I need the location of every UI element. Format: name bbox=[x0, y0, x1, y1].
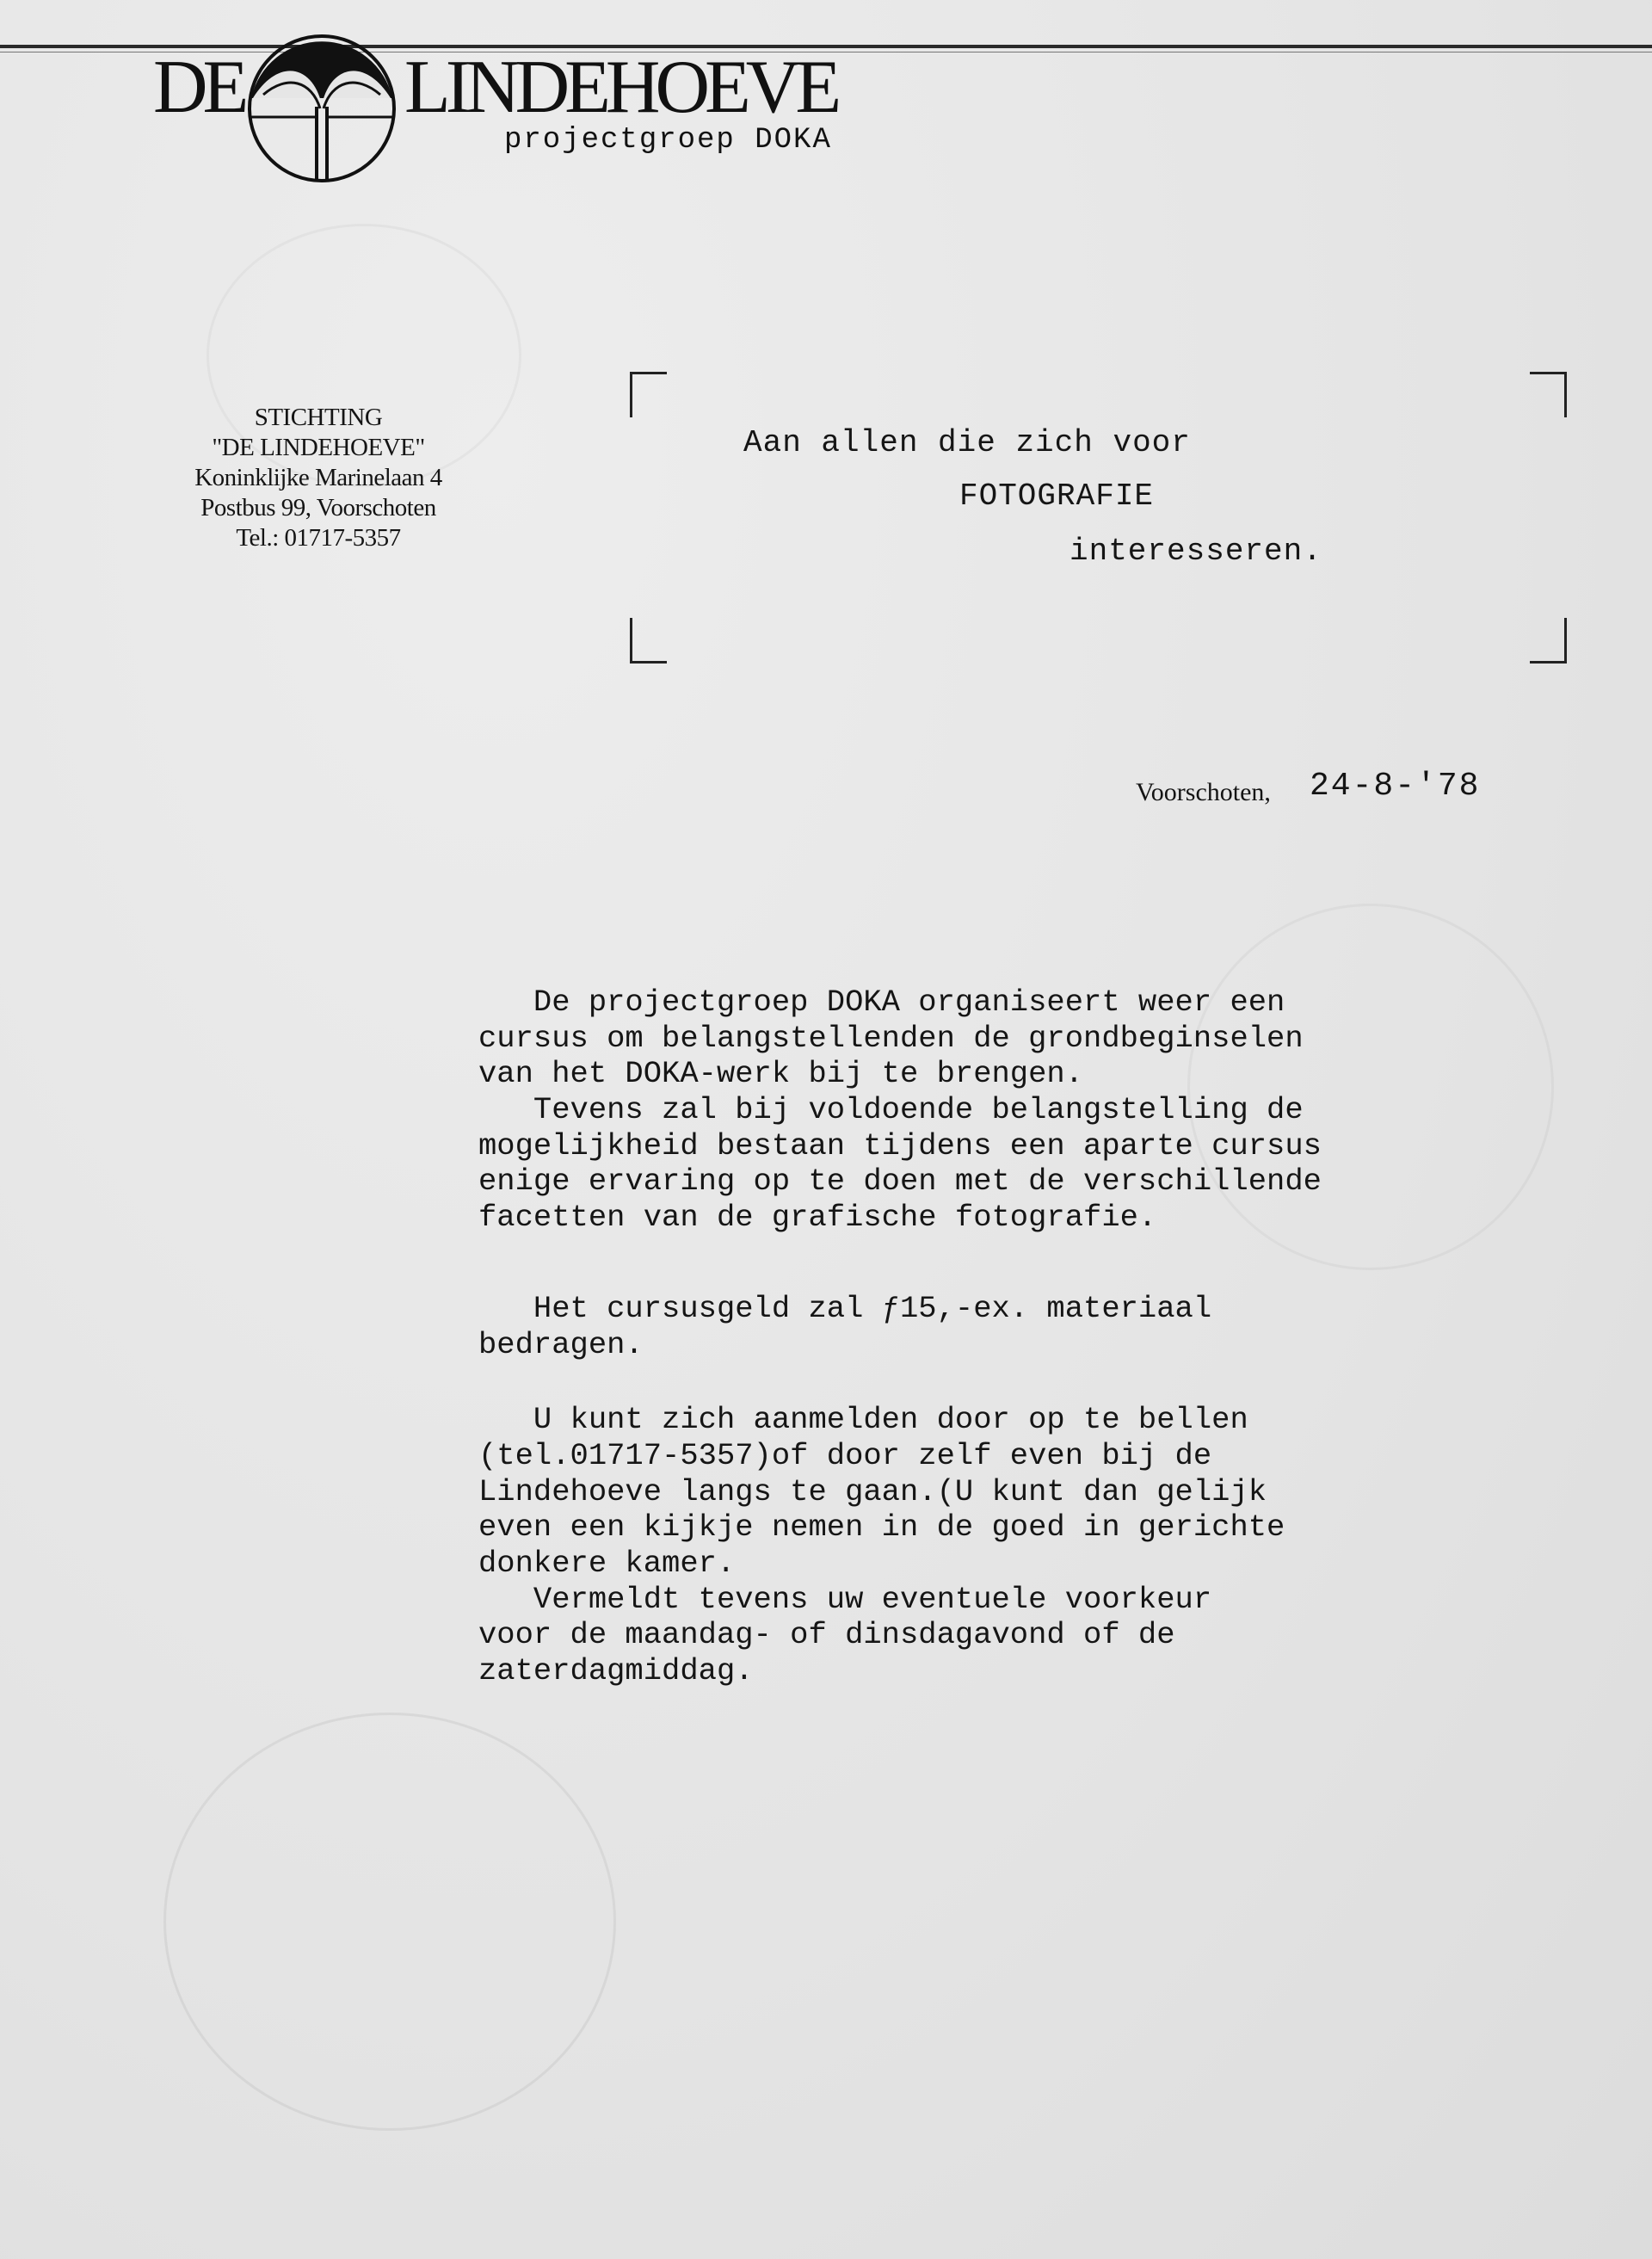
org-line: "DE LINDEHOEVE" bbox=[212, 434, 425, 461]
organization-address bbox=[129, 403, 508, 553]
recipient-line-3: interesseren. bbox=[1069, 534, 1322, 569]
recipient-line-1: Aan allen die zich voor bbox=[743, 425, 1191, 460]
logo-text-right: LINDEHOEVE bbox=[404, 46, 837, 129]
body-line: facetten van de grafische fotografie. bbox=[478, 1200, 1157, 1236]
body-line: bedragen. bbox=[478, 1326, 644, 1362]
org-line: Postbus 99, Voorschoten bbox=[200, 494, 436, 522]
paragraph-gap bbox=[478, 1236, 1545, 1291]
body-line: Tevens zal bij voldoende belangstelling de bbox=[478, 1092, 1304, 1128]
body-line: enige ervaring op te doen met de verschillende bbox=[478, 1163, 1322, 1200]
body-line: van het DOKA-werk bij te brengen. bbox=[478, 1056, 1084, 1092]
letterhead-subtitle: projectgroep DOKA bbox=[504, 124, 832, 157]
body-line: (tel.01717-5357)of door zelf even bij de bbox=[478, 1437, 1212, 1473]
address-window-corner bbox=[1530, 618, 1567, 664]
letter-body bbox=[478, 984, 1545, 1689]
body-line: donkere kamer. bbox=[478, 1545, 736, 1581]
body-line: cursus om belangstellenden de grondbeginselen bbox=[478, 1020, 1304, 1056]
paragraph-gap bbox=[478, 1362, 1545, 1402]
tree-emblem-icon bbox=[244, 31, 399, 186]
body-line: Vermeldt tevens uw eventuele voorkeur bbox=[478, 1581, 1212, 1617]
body-line: De projectgroep DOKA organiseert weer een bbox=[478, 984, 1285, 1020]
faint-stamp bbox=[163, 1713, 616, 2131]
body-line: mogelijkheid bestaan tijdens een aparte cursus bbox=[478, 1127, 1322, 1163]
recipient-line-2: FOTOGRAFIE bbox=[959, 478, 1155, 514]
body-line: voor de maandag- of dinsdagavond of de bbox=[478, 1617, 1175, 1653]
dateline-place: Voorschoten, bbox=[1136, 778, 1271, 806]
body-line: Het cursusgeld zal ƒ15,-ex. materiaal bbox=[478, 1290, 1212, 1326]
address-window-corner bbox=[630, 618, 667, 664]
body-line: Lindehoeve langs te gaan.(U kunt dan gelijk bbox=[478, 1473, 1267, 1509]
address-window-corner bbox=[630, 372, 667, 417]
org-line: STICHTING bbox=[254, 404, 383, 431]
logo-text-left: DE bbox=[153, 46, 244, 129]
org-line: Tel.: 01717-5357 bbox=[236, 524, 401, 552]
body-line: even een kijkje nemen in de goed in gerichte bbox=[478, 1509, 1285, 1546]
body-line: U kunt zich aanmelden door op te bellen bbox=[478, 1402, 1248, 1438]
dateline-date: 24-8-'78 bbox=[1310, 768, 1481, 805]
body-line: zaterdagmiddag. bbox=[478, 1653, 754, 1688]
org-line: Koninklijke Marinelaan 4 bbox=[194, 464, 442, 491]
letterhead-logo bbox=[153, 31, 885, 194]
address-window-corner bbox=[1530, 372, 1567, 417]
